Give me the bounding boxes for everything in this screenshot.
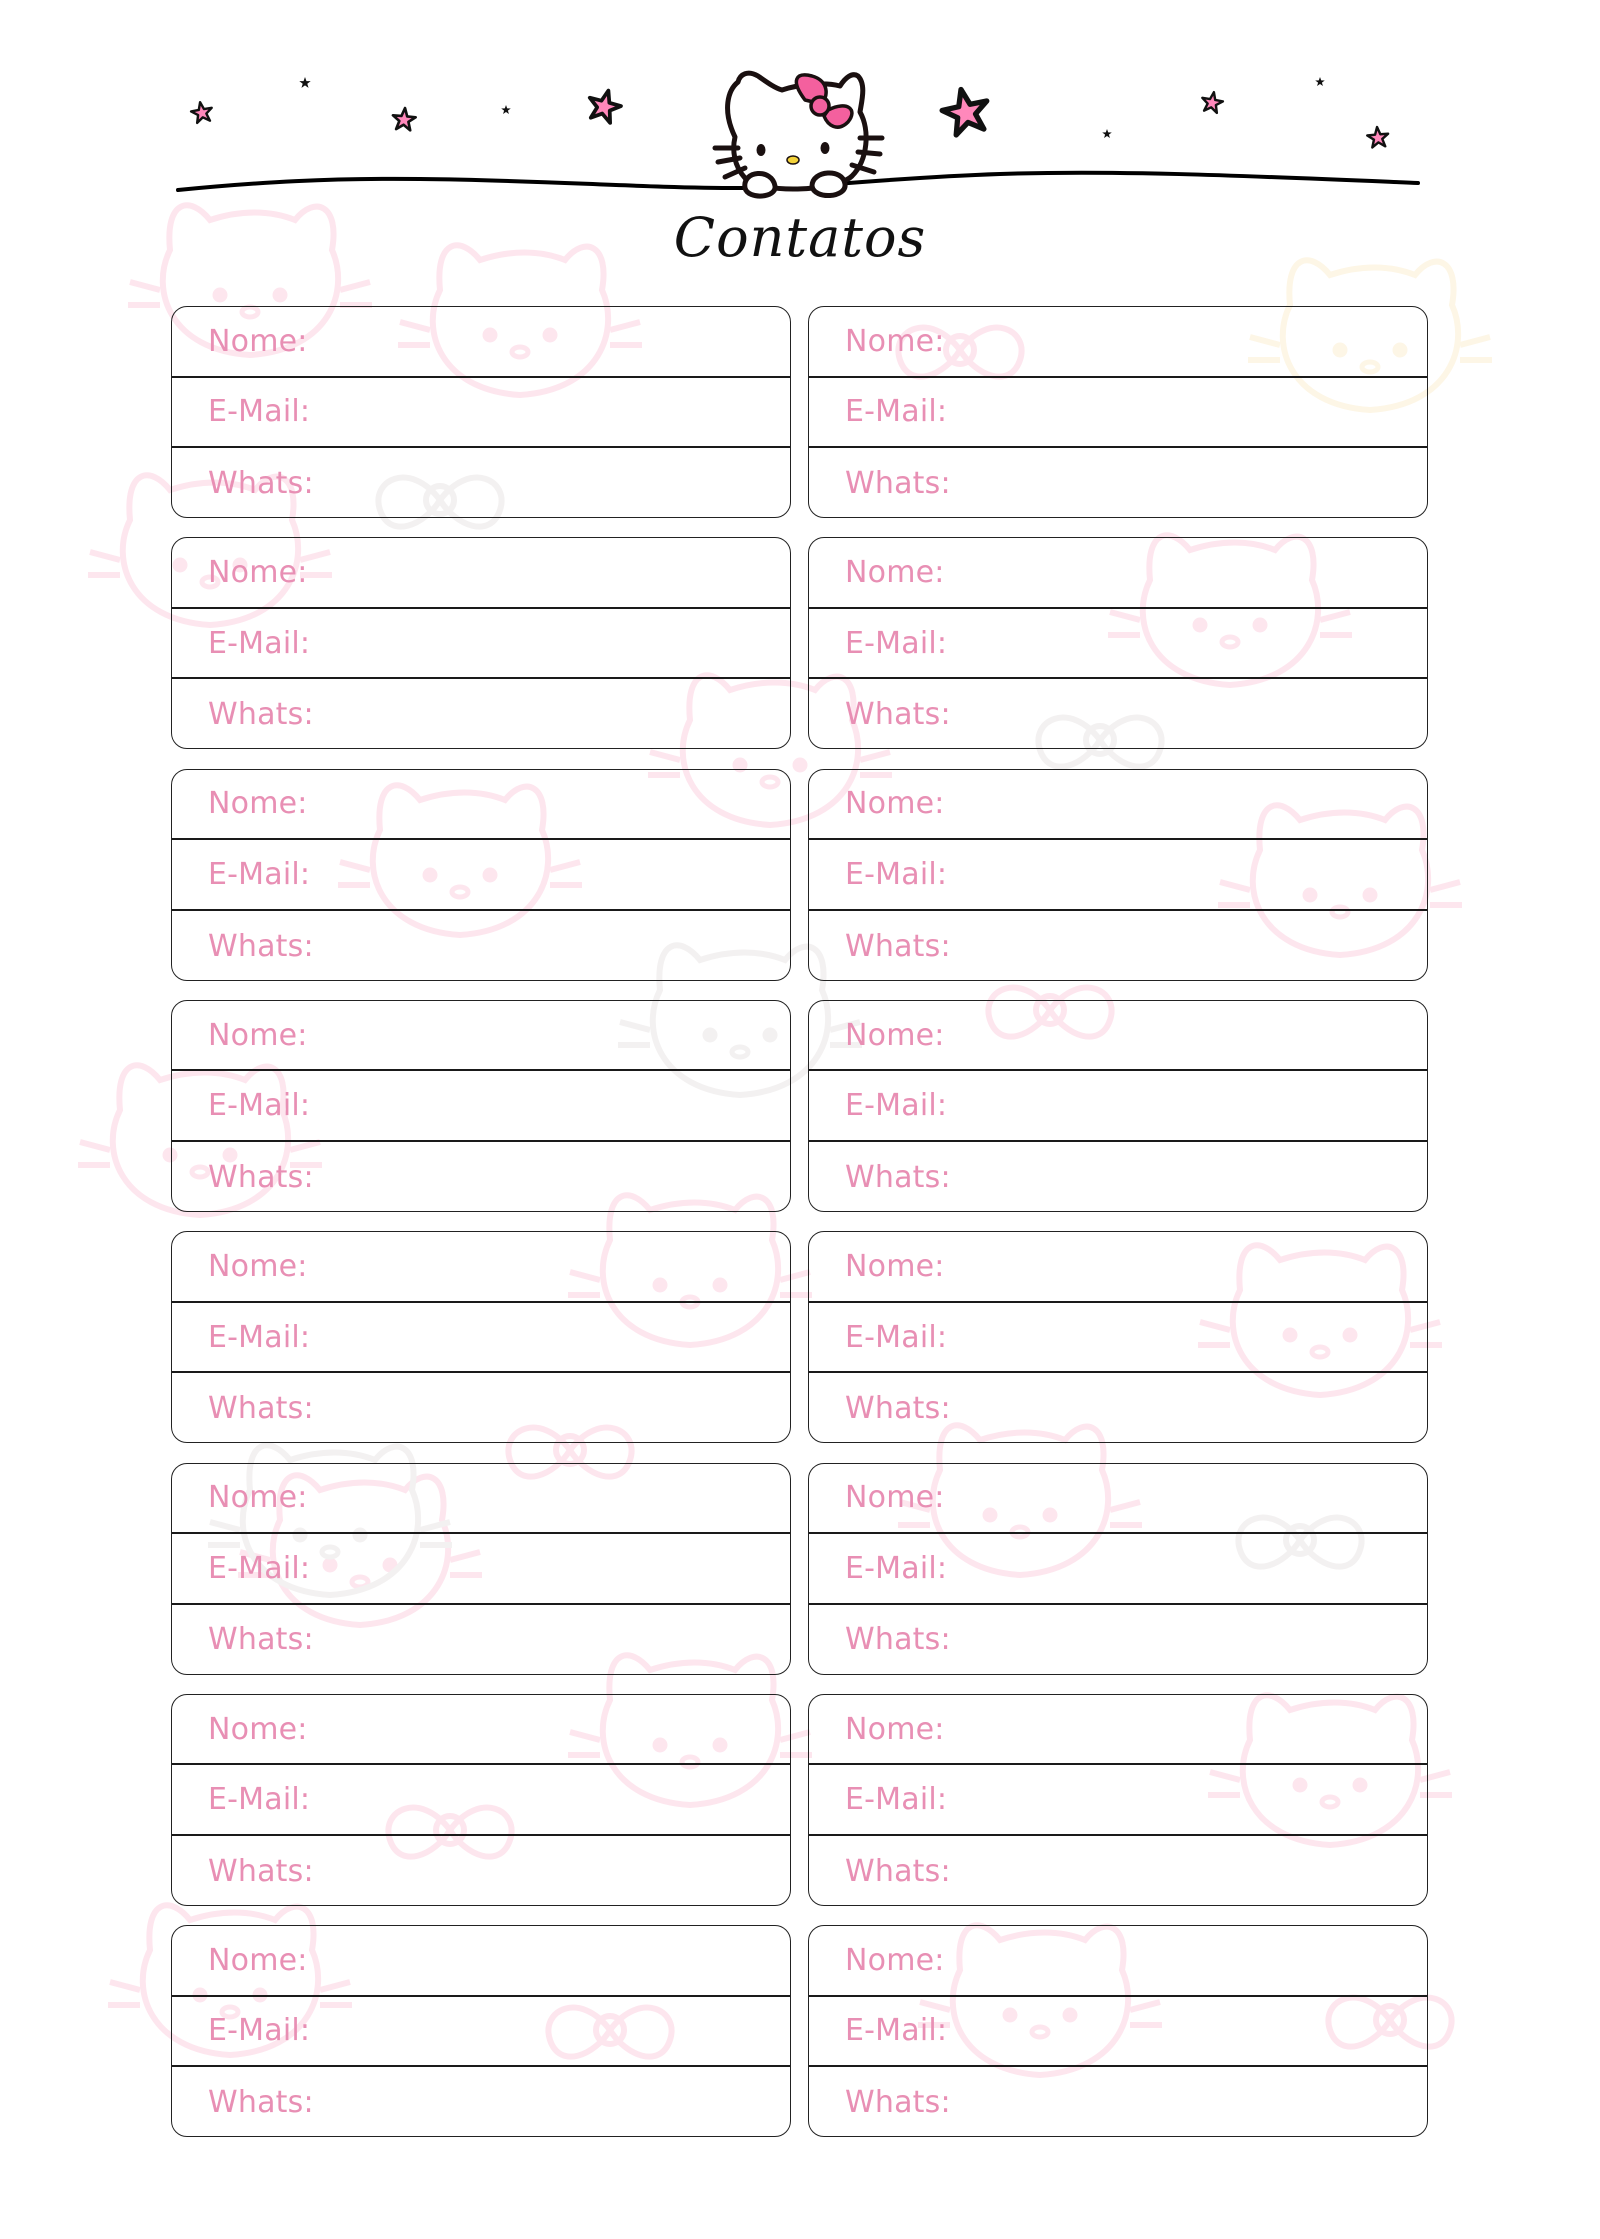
star-icon [1315,77,1325,86]
whats-field-label: Whats: [845,1622,951,1658]
email-field-label: E-Mail: [845,2013,948,2049]
name-field-label: Nome: [208,1248,308,1284]
whats-field-label: Whats: [208,697,314,733]
email-field-label: E-Mail: [208,1319,311,1355]
whats-field-label: Whats: [208,1622,314,1658]
whats-field-label: Whats: [845,2085,951,2121]
name-field-label: Nome: [845,1711,945,1747]
contact-card [808,1694,1428,1906]
email-field-label: E-Mail: [208,1782,311,1818]
whats-field[interactable] [809,679,1427,750]
name-field-label: Nome: [208,1711,308,1747]
contact-card [171,537,791,749]
star-icon [299,77,310,88]
page-title: Contatos [673,206,927,269]
name-field-label: Nome: [208,1480,308,1516]
email-field[interactable] [809,1071,1427,1142]
whats-field[interactable] [809,2067,1427,2138]
whats-field-label: Whats: [845,1159,951,1195]
name-field-label: Nome: [845,1248,945,1284]
contact-card [171,769,791,981]
email-field-label: E-Mail: [845,1088,948,1124]
email-field-label: E-Mail: [208,856,311,892]
email-field[interactable] [172,1997,790,2068]
star-icon [585,86,624,124]
name-field[interactable] [172,1464,790,1535]
whats-field-label: Whats: [208,1853,314,1889]
whats-field[interactable] [809,1836,1427,1907]
whats-field[interactable] [809,1142,1427,1213]
email-field-label: E-Mail: [845,1550,948,1586]
whats-field[interactable] [172,1836,790,1907]
name-field[interactable] [809,538,1427,609]
contact-card [808,537,1428,749]
name-field-label: Nome: [208,555,308,591]
whats-field-label: Whats: [208,1159,314,1195]
email-field[interactable] [809,609,1427,680]
name-field[interactable] [172,538,790,609]
contact-card [808,1925,1428,2137]
name-field-label: Nome: [845,786,945,822]
email-field[interactable] [809,1534,1427,1605]
contact-card [171,1463,791,1675]
whats-field-label: Whats: [208,465,314,501]
name-field-label: Nome: [208,1017,308,1053]
name-field[interactable] [809,1001,1427,1072]
email-field[interactable] [172,840,790,911]
name-field[interactable] [172,1001,790,1072]
whats-field-label: Whats: [208,2085,314,2121]
whats-field-label: Whats: [845,1853,951,1889]
email-field-label: E-Mail: [845,625,948,661]
name-field[interactable] [172,1695,790,1766]
whats-field-label: Whats: [845,697,951,733]
email-field[interactable] [809,840,1427,911]
email-field[interactable] [809,1303,1427,1374]
contact-card [171,306,791,518]
whats-field[interactable] [172,1142,790,1213]
email-field[interactable] [172,1534,790,1605]
whats-field-label: Whats: [845,465,951,501]
star-icon [190,100,214,123]
name-field[interactable] [809,770,1427,841]
name-field-label: Nome: [845,555,945,591]
email-field[interactable] [172,1303,790,1374]
name-field[interactable] [172,307,790,378]
email-field-label: E-Mail: [845,1319,948,1355]
star-icon [939,85,993,137]
star-icon [392,107,417,131]
email-field-label: E-Mail: [845,394,948,430]
whats-field-label: Whats: [208,1391,314,1427]
whats-field[interactable] [809,1373,1427,1444]
contact-card [808,1000,1428,1212]
name-field[interactable] [172,1926,790,1997]
star-icon [1200,90,1224,113]
whats-field[interactable] [809,448,1427,519]
whats-field-label: Whats: [208,928,314,964]
email-field-label: E-Mail: [845,856,948,892]
email-field-label: E-Mail: [208,1550,311,1586]
whats-field[interactable] [172,679,790,750]
whats-field-label: Whats: [845,928,951,964]
whats-field[interactable] [172,2067,790,2138]
name-field[interactable] [809,1232,1427,1303]
contact-card [171,1694,791,1906]
contact-card [171,1000,791,1212]
name-field[interactable] [809,307,1427,378]
name-field-label: Nome: [845,323,945,359]
email-field-label: E-Mail: [208,1088,311,1124]
whats-field[interactable] [172,448,790,519]
email-field[interactable] [809,1997,1427,2068]
email-field[interactable] [172,1765,790,1836]
name-field-label: Nome: [845,1480,945,1516]
star-icon [1367,126,1390,148]
whats-field[interactable] [172,911,790,982]
contact-card [808,306,1428,518]
email-field-label: E-Mail: [208,625,311,661]
name-field-label: Nome: [845,1942,945,1978]
whats-field-label: Whats: [845,1391,951,1427]
email-field[interactable] [172,609,790,680]
whats-field[interactable] [809,911,1427,982]
name-field-label: Nome: [845,1017,945,1053]
name-field[interactable] [809,1695,1427,1766]
contact-card [808,769,1428,981]
name-field-label: Nome: [208,1942,308,1978]
star-icon [1102,129,1112,138]
contact-card [171,1925,791,2137]
contact-card [171,1231,791,1443]
email-field[interactable] [809,378,1427,449]
whats-field[interactable] [809,1605,1427,1676]
email-field-label: E-Mail: [208,2013,311,2049]
email-field[interactable] [172,1071,790,1142]
contact-card [808,1231,1428,1443]
name-field[interactable] [809,1464,1427,1535]
star-icon [501,105,511,114]
name-field[interactable] [809,1926,1427,1997]
name-field[interactable] [172,1232,790,1303]
name-field-label: Nome: [208,323,308,359]
email-field[interactable] [809,1765,1427,1836]
whats-field[interactable] [172,1605,790,1676]
name-field-label: Nome: [208,786,308,822]
email-field-label: E-Mail: [845,1782,948,1818]
whats-field[interactable] [172,1373,790,1444]
email-field[interactable] [172,378,790,449]
contact-card [808,1463,1428,1675]
name-field[interactable] [172,770,790,841]
email-field-label: E-Mail: [208,394,311,430]
